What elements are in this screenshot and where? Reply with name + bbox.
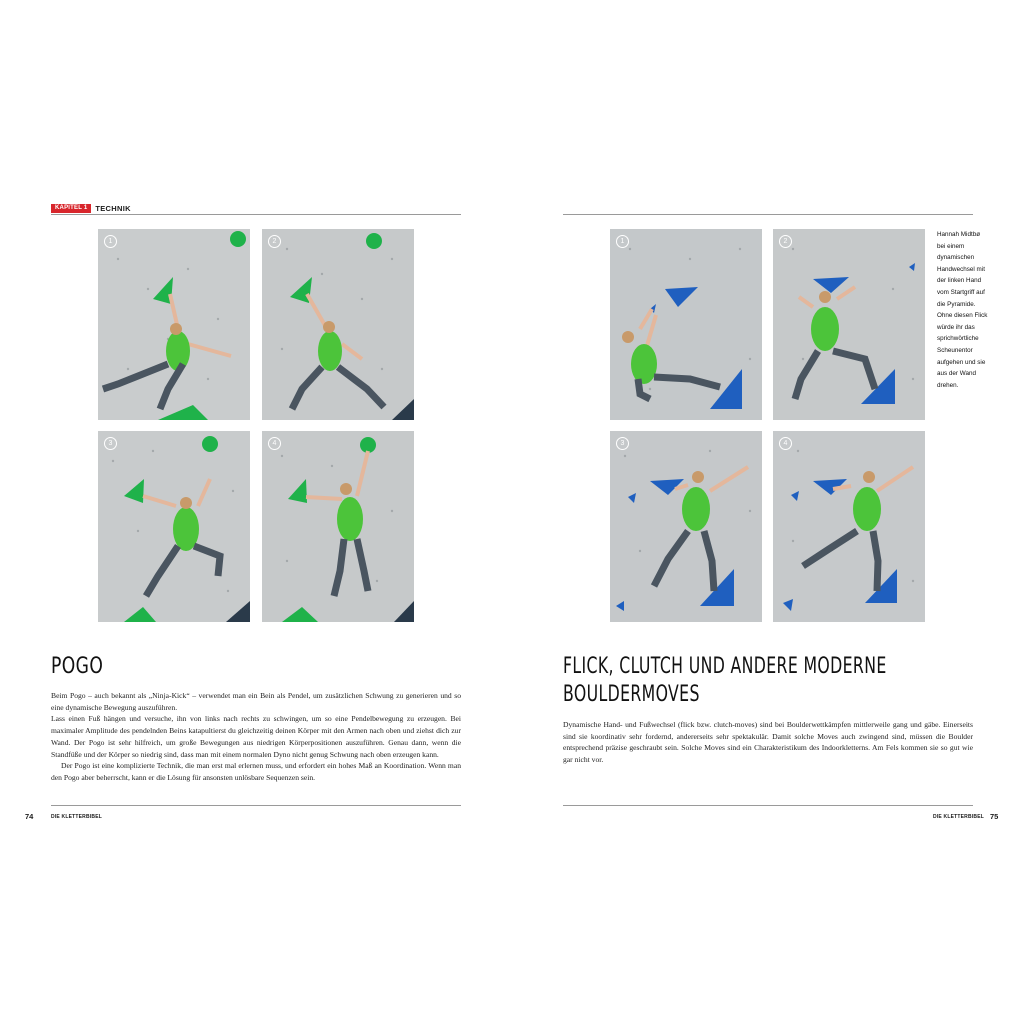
photo-number: 4 [779, 437, 792, 450]
bottom-rule-right [563, 805, 973, 806]
body-pogo [51, 690, 461, 784]
running-head-right: DIE KLETTERBIBEL [933, 814, 984, 820]
photo-flick-4 [773, 431, 925, 622]
photo-flick-3 [610, 431, 762, 622]
page-number-right: 75 [990, 812, 999, 821]
photo-pogo-2 [262, 229, 414, 420]
photo-flick-2 [773, 229, 925, 420]
heading-flick-line1: FLICK, CLUTCH UND ANDERE MODERNE [563, 654, 887, 679]
photo-flick-1 [610, 229, 762, 420]
chapter-marker [51, 204, 131, 213]
chapter-tag: KAPITEL 1 [51, 204, 91, 213]
photo-pogo-3 [98, 431, 250, 622]
paragraph: Der Pogo ist eine komplizierte Technik, die man erst mal erlernen muss, und erfordert ein hohes Maß an Koordination. Wenn man den Pogo aber beherrscht, kann er die Lösung für ansonsten unlösbare Sequenzen sein. [51, 761, 461, 782]
heading-pogo: POGO [51, 654, 104, 679]
photo-number: 2 [268, 235, 281, 248]
paragraph: Lass einen Fuß hängen und versuche, ihn von links nach rechts zu schwingen, um so eine Pendelbewegung zu erzeugen. Bei maximaler Amplitude des pendelnden Beins katapultierst du gleichzeitig deinen Körper mit den Armen nach oben und ziehst dich zur Wand. Der Pogo ist sehr hilfreich, um große Bewegungen aus niedrigen Körperpositionen auszuführen. Genau dann, wenn die Standfüße und der Körper so niedrig sind, dass man mit einem normalen Dyno nicht genug Schwung nach oben erzeugen kann. [51, 714, 461, 759]
photo-number: 1 [104, 235, 117, 248]
photo-number: 2 [779, 235, 792, 248]
heading-flick-line2: BOULDERMOVES [563, 682, 700, 707]
top-rule-right [563, 214, 973, 215]
running-head-left: DIE KLETTERBIBEL [51, 814, 102, 820]
photo-number: 3 [616, 437, 629, 450]
paragraph: Beim Pogo – auch bekannt als „Ninja-Kick“ – verwendet man ein Bein als Pendel, um zusätzlichen Schwung zu generieren und so eine dynamische Bewegung auszuführen. [51, 691, 461, 712]
photo-caption: Hannah Midtbø bei einem dynamischen Handwechsel mit der linken Hand vom Startgriff auf die Pyramide. Ohne diesen Flick würde ihr das sprichwörtliche Scheunentor aufgehen und sie aus der Wand drehen. [937, 231, 988, 389]
photo-number: 1 [616, 235, 629, 248]
photo-number: 3 [104, 437, 117, 450]
photo-number: 4 [268, 437, 281, 450]
top-rule-left [51, 214, 461, 215]
chapter-name: TECHNIK [95, 204, 131, 213]
page-number-left: 74 [25, 812, 34, 821]
bottom-rule-left [51, 805, 461, 806]
photo-pogo-1 [98, 229, 250, 420]
photo-pogo-4 [262, 431, 414, 622]
body-flick: Dynamische Hand- und Fußwechsel (flick bzw. clutch-moves) sind bei Boulderwettkämpfen mittlerweile gang und gäbe. Einerseits sind sie koordinativ sehr fordernd, andererseits sehr spektakulär. Damit solche Moves auch zwingend sind, müssen die Boulder entsprechend präzise geschraubt sein. Solche Moves sind ein Charakteristikum des Indoorkletterns. Am Fels kommen sie so gut wie gar nicht vor. [563, 720, 973, 765]
